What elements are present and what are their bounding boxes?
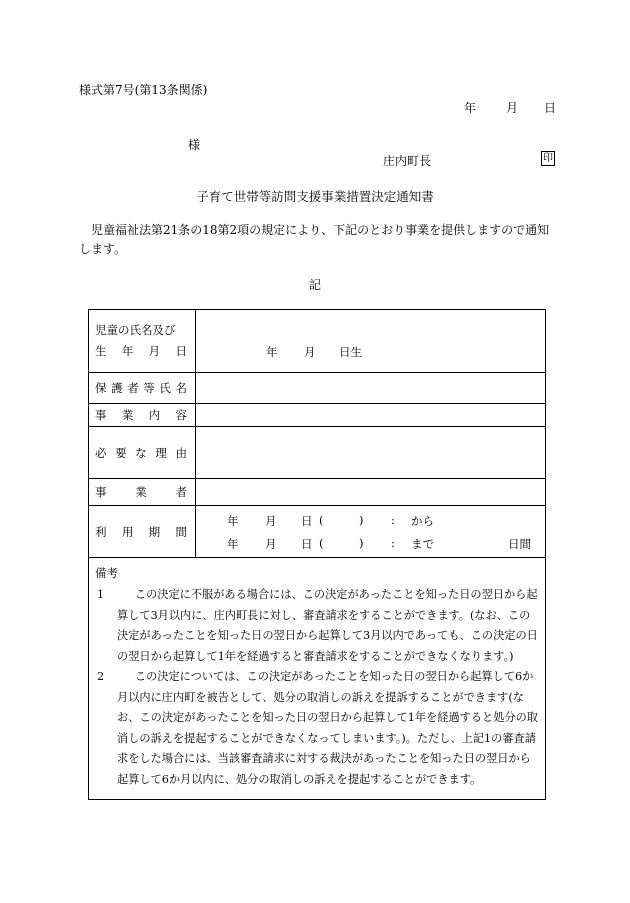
paren-open: ( — [319, 535, 324, 550]
row-content — [89, 404, 546, 427]
child-label — [89, 310, 196, 373]
birth-year: 年 — [266, 345, 278, 359]
label-char: 利 — [95, 524, 107, 539]
issue-date — [464, 99, 556, 116]
guardian-label — [89, 373, 196, 404]
label-char: 月 — [148, 344, 161, 358]
label-char: 要 — [115, 445, 127, 460]
row-guardian — [89, 373, 546, 404]
provider-value — [196, 479, 546, 506]
period-label — [89, 506, 196, 558]
birth-day: 日生 — [339, 345, 362, 359]
label-char: 期 — [148, 524, 161, 539]
child-label-line2 — [95, 341, 195, 362]
decision-table — [88, 309, 546, 800]
remark-text: この決定については、この決定があったことを知った日の翌日から起算して6か月以内に庄内町を被告として、処分の取消しの訴えを提訴することができます(なお、この決定があったことを知った日の翌日から起算して1年を経過すると処分の取消しの訴えを提起することができなくなってしまいます。)。ただし、上記1の審査請求をした場合には、当該審査請求に対する裁決があったことを知った日の翌日から起算して6か月以内に、処分の取消しの訴えを提起することができます。 — [117, 670, 538, 786]
guardian-value — [196, 373, 546, 404]
date-month: 月 — [506, 101, 519, 115]
label-char: 者 — [127, 381, 139, 395]
label-char: 名 — [175, 381, 187, 395]
label-char: 事 — [95, 408, 107, 422]
row-provider — [89, 479, 546, 506]
reason-label — [89, 427, 196, 479]
period-year: 年 — [227, 536, 239, 551]
label-char: 業 — [121, 408, 134, 422]
row-child — [89, 310, 546, 373]
label-char: 氏 — [159, 381, 171, 395]
child-value — [196, 310, 546, 373]
reason-value — [196, 427, 546, 479]
paren-open: ( — [319, 512, 324, 527]
remarks — [89, 558, 546, 800]
row-remarks — [89, 558, 546, 800]
label-char: 内 — [148, 408, 161, 422]
period-days: 日間 — [508, 536, 531, 551]
addressee-suffix: 様 — [188, 138, 201, 152]
period-month: 月 — [265, 513, 277, 528]
birth-month: 月 — [304, 345, 316, 359]
period-start-line — [196, 509, 545, 532]
colon: : — [391, 535, 395, 550]
label-char: 由 — [175, 445, 187, 460]
label-char: 護 — [111, 381, 123, 395]
label-char: 等 — [143, 381, 155, 395]
label-char: 業 — [135, 485, 147, 499]
document-title: 子育て世帯等訪問支援事業措置決定通知書 — [196, 189, 434, 204]
label-char: 容 — [175, 408, 187, 422]
label-char: 年 — [121, 344, 134, 358]
provider-label — [89, 479, 196, 506]
remarks-title: 備考 — [95, 566, 118, 580]
label-char: 間 — [175, 524, 187, 539]
ki-heading: 記 — [308, 278, 321, 292]
label-char: 用 — [121, 524, 134, 539]
remark-number: 1 — [97, 588, 105, 601]
period-day: 日 — [301, 536, 313, 551]
row-reason — [89, 427, 546, 479]
label-char: 理 — [155, 445, 167, 460]
paren-close: ) — [359, 535, 364, 550]
period-value — [196, 506, 546, 558]
issuer-title: 庄内町長 — [383, 154, 432, 168]
date-year: 年 — [464, 101, 477, 115]
form-number: 様式第7号(第13条関係) — [79, 83, 208, 97]
label-char: 事 — [95, 485, 107, 499]
content-value — [196, 404, 546, 427]
period-day: 日 — [301, 513, 313, 528]
label-char: 必 — [95, 445, 107, 460]
label-char: な — [135, 445, 147, 460]
period-month: 月 — [265, 536, 277, 551]
date-day: 日 — [544, 101, 557, 115]
label-char: 者 — [175, 485, 187, 499]
period-year: 年 — [227, 513, 239, 528]
content-label — [89, 404, 196, 427]
paren-close: ) — [359, 512, 364, 527]
period-end-line — [196, 532, 545, 555]
remark-item — [89, 585, 545, 667]
intro-paragraph: 児童福祉法第21条の18第2項の規定により、下記のとおり事業を提供しますので通知します。 — [79, 223, 550, 256]
remark-text: この決定に不服がある場合には、この決定があったことを知った日の翌日から起算して3月以内に、庄内町長に対し、審査請求をすることができます。(なお、この決定があったことを知った日の翌日から起算して3月以内であっても、この決定の日の翌日から起算して1年を経過すると審査請求をすることができなくなります。) — [117, 588, 538, 663]
remark-number: 2 — [97, 670, 105, 683]
label-char: 日 — [175, 344, 187, 358]
label-char: 保 — [95, 381, 107, 395]
seal-mark: 印 — [543, 153, 553, 164]
period-from: から — [411, 513, 434, 528]
row-period — [89, 506, 546, 558]
remark-item — [89, 667, 545, 790]
label-char: 生 — [95, 344, 107, 358]
colon: : — [391, 512, 395, 527]
child-label-line1: 児童の氏名及び — [95, 323, 176, 337]
period-until: まで — [411, 536, 434, 551]
